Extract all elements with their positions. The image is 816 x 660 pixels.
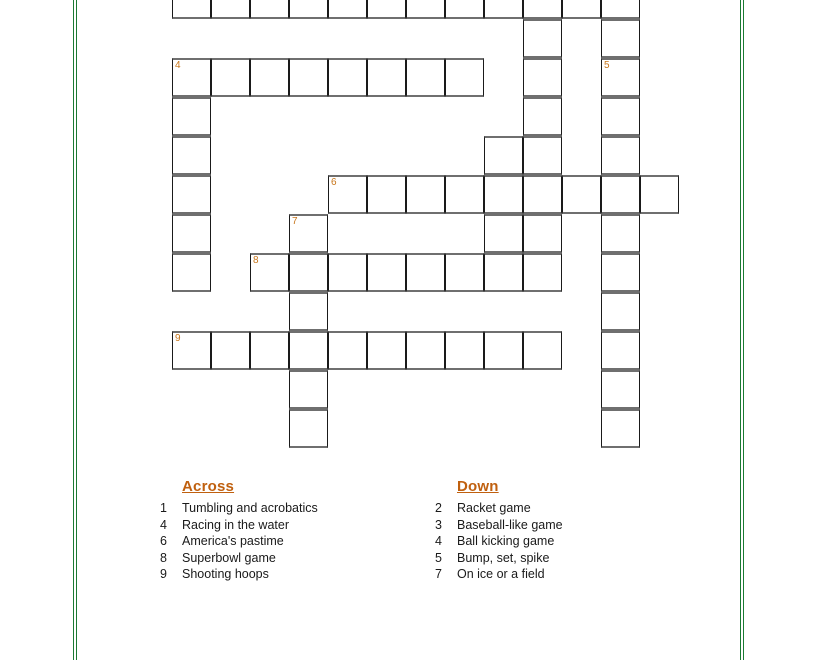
grid-cell[interactable] bbox=[250, 331, 289, 370]
clue-text: Shooting hoops bbox=[182, 567, 269, 582]
grid-cell[interactable] bbox=[601, 409, 640, 448]
clue-text: Superbowl game bbox=[182, 550, 276, 565]
grid-cell[interactable] bbox=[289, 214, 328, 253]
grid-cell[interactable] bbox=[562, 175, 601, 214]
grid-cell[interactable] bbox=[484, 253, 523, 292]
grid-cell[interactable] bbox=[367, 331, 406, 370]
grid-cell[interactable] bbox=[328, 58, 367, 97]
grid-cell[interactable] bbox=[289, 370, 328, 409]
across-heading: Across bbox=[182, 478, 235, 495]
grid-cell[interactable] bbox=[601, 331, 640, 370]
grid-cell[interactable] bbox=[250, 58, 289, 97]
grid-cell[interactable] bbox=[523, 253, 562, 292]
grid-cell[interactable] bbox=[484, 214, 523, 253]
clue-item bbox=[160, 550, 460, 567]
grid-cell[interactable] bbox=[211, 0, 250, 19]
grid-cell[interactable] bbox=[523, 214, 562, 253]
grid-cell[interactable] bbox=[601, 97, 640, 136]
grid-cell[interactable] bbox=[601, 253, 640, 292]
clue-item bbox=[435, 566, 725, 583]
clue-text: Racket game bbox=[457, 501, 531, 515]
grid-cell[interactable] bbox=[601, 370, 640, 409]
grid-cell[interactable] bbox=[328, 175, 367, 214]
down-clue-list bbox=[435, 500, 725, 583]
grid-cell[interactable] bbox=[172, 0, 211, 19]
clue-item bbox=[160, 500, 460, 517]
clue-item bbox=[160, 517, 460, 534]
grid-cell[interactable] bbox=[445, 331, 484, 370]
grid-cell[interactable] bbox=[445, 58, 484, 97]
cell-number: 5 bbox=[604, 60, 610, 71]
cell-number: 7 bbox=[292, 216, 298, 227]
grid-cell[interactable] bbox=[484, 331, 523, 370]
grid-cell[interactable] bbox=[289, 0, 328, 19]
clue-item bbox=[160, 533, 460, 550]
grid-cell[interactable] bbox=[328, 331, 367, 370]
clue-number: 1 bbox=[160, 501, 167, 515]
grid-cell[interactable] bbox=[484, 175, 523, 214]
down-clue-column bbox=[435, 478, 725, 583]
cell-number: 9 bbox=[175, 333, 181, 344]
grid-cell[interactable] bbox=[523, 175, 562, 214]
clue-text: Tumbling and acrobatics bbox=[182, 501, 318, 515]
grid-cell[interactable] bbox=[601, 136, 640, 175]
grid-cell[interactable] bbox=[250, 0, 289, 19]
clue-item bbox=[435, 550, 725, 567]
grid-cell[interactable] bbox=[601, 292, 640, 331]
across-clue-list bbox=[160, 500, 460, 583]
grid-cell[interactable] bbox=[484, 136, 523, 175]
grid-cell[interactable] bbox=[523, 136, 562, 175]
grid-cell[interactable] bbox=[601, 175, 640, 214]
grid-cell[interactable] bbox=[523, 19, 562, 58]
grid-cell[interactable] bbox=[328, 0, 367, 19]
grid-cell[interactable] bbox=[328, 253, 367, 292]
grid-cell[interactable] bbox=[406, 331, 445, 370]
grid-cell[interactable] bbox=[640, 175, 679, 214]
clue-item bbox=[435, 500, 725, 517]
grid-cell[interactable] bbox=[484, 0, 523, 19]
clue-number: 7 bbox=[435, 567, 442, 582]
grid-cell[interactable] bbox=[601, 19, 640, 58]
grid-cell[interactable] bbox=[289, 292, 328, 331]
grid-cell[interactable] bbox=[289, 331, 328, 370]
grid-cell[interactable] bbox=[172, 136, 211, 175]
cell-number: 6 bbox=[331, 177, 337, 188]
cell-number: 4 bbox=[175, 60, 181, 71]
grid-cell[interactable] bbox=[367, 175, 406, 214]
grid-cell[interactable] bbox=[367, 0, 406, 19]
clue-number: 9 bbox=[160, 567, 167, 582]
grid-cell[interactable] bbox=[445, 175, 484, 214]
grid-cell[interactable] bbox=[250, 253, 289, 292]
grid-cell[interactable] bbox=[445, 0, 484, 19]
grid-cell[interactable] bbox=[367, 253, 406, 292]
clue-number: 8 bbox=[160, 550, 167, 565]
grid-cell[interactable] bbox=[406, 253, 445, 292]
grid-cell[interactable] bbox=[406, 175, 445, 214]
clue-text: Bump, set, spike bbox=[457, 550, 550, 565]
clue-number: 5 bbox=[435, 550, 442, 565]
grid-cell[interactable] bbox=[289, 409, 328, 448]
grid-cell[interactable] bbox=[172, 214, 211, 253]
down-heading: Down bbox=[457, 478, 499, 495]
clue-number: 3 bbox=[435, 517, 442, 532]
clue-text: Baseball-like game bbox=[457, 517, 563, 532]
clue-number: 6 bbox=[160, 534, 167, 549]
clue-number: 4 bbox=[160, 517, 167, 532]
grid-cell[interactable] bbox=[523, 97, 562, 136]
clue-text: Racing in the water bbox=[182, 517, 290, 532]
cell-number: 8 bbox=[253, 255, 259, 266]
grid-cell[interactable] bbox=[601, 0, 640, 19]
clue-item bbox=[160, 566, 460, 583]
clue-text: Ball kicking game bbox=[457, 534, 555, 549]
grid-cell[interactable] bbox=[289, 253, 328, 292]
grid-cell[interactable] bbox=[211, 331, 250, 370]
grid-cell[interactable] bbox=[601, 58, 640, 97]
grid-cell[interactable] bbox=[211, 58, 250, 97]
clue-item bbox=[435, 533, 725, 550]
grid-cell[interactable] bbox=[172, 331, 211, 370]
clue-number: 4 bbox=[435, 534, 442, 549]
across-clue-column bbox=[160, 478, 460, 583]
grid-cell[interactable] bbox=[523, 0, 562, 19]
grid-cell[interactable] bbox=[172, 58, 211, 97]
grid-cell[interactable] bbox=[601, 214, 640, 253]
grid-cell[interactable] bbox=[406, 58, 445, 97]
grid-cell[interactable] bbox=[367, 58, 406, 97]
grid-cell[interactable] bbox=[445, 253, 484, 292]
grid-cell[interactable] bbox=[523, 331, 562, 370]
clue-text: On ice or a field bbox=[457, 567, 545, 582]
grid-cell[interactable] bbox=[562, 0, 601, 19]
grid-cell[interactable] bbox=[523, 58, 562, 97]
clue-number: 2 bbox=[435, 501, 442, 515]
clue-item bbox=[435, 517, 725, 534]
grid-cell[interactable] bbox=[172, 175, 211, 214]
grid-cell[interactable] bbox=[289, 58, 328, 97]
clue-text: America's pastime bbox=[182, 534, 284, 549]
grid-cell[interactable] bbox=[406, 0, 445, 19]
grid-cell[interactable] bbox=[172, 253, 211, 292]
grid-cell[interactable] bbox=[172, 97, 211, 136]
